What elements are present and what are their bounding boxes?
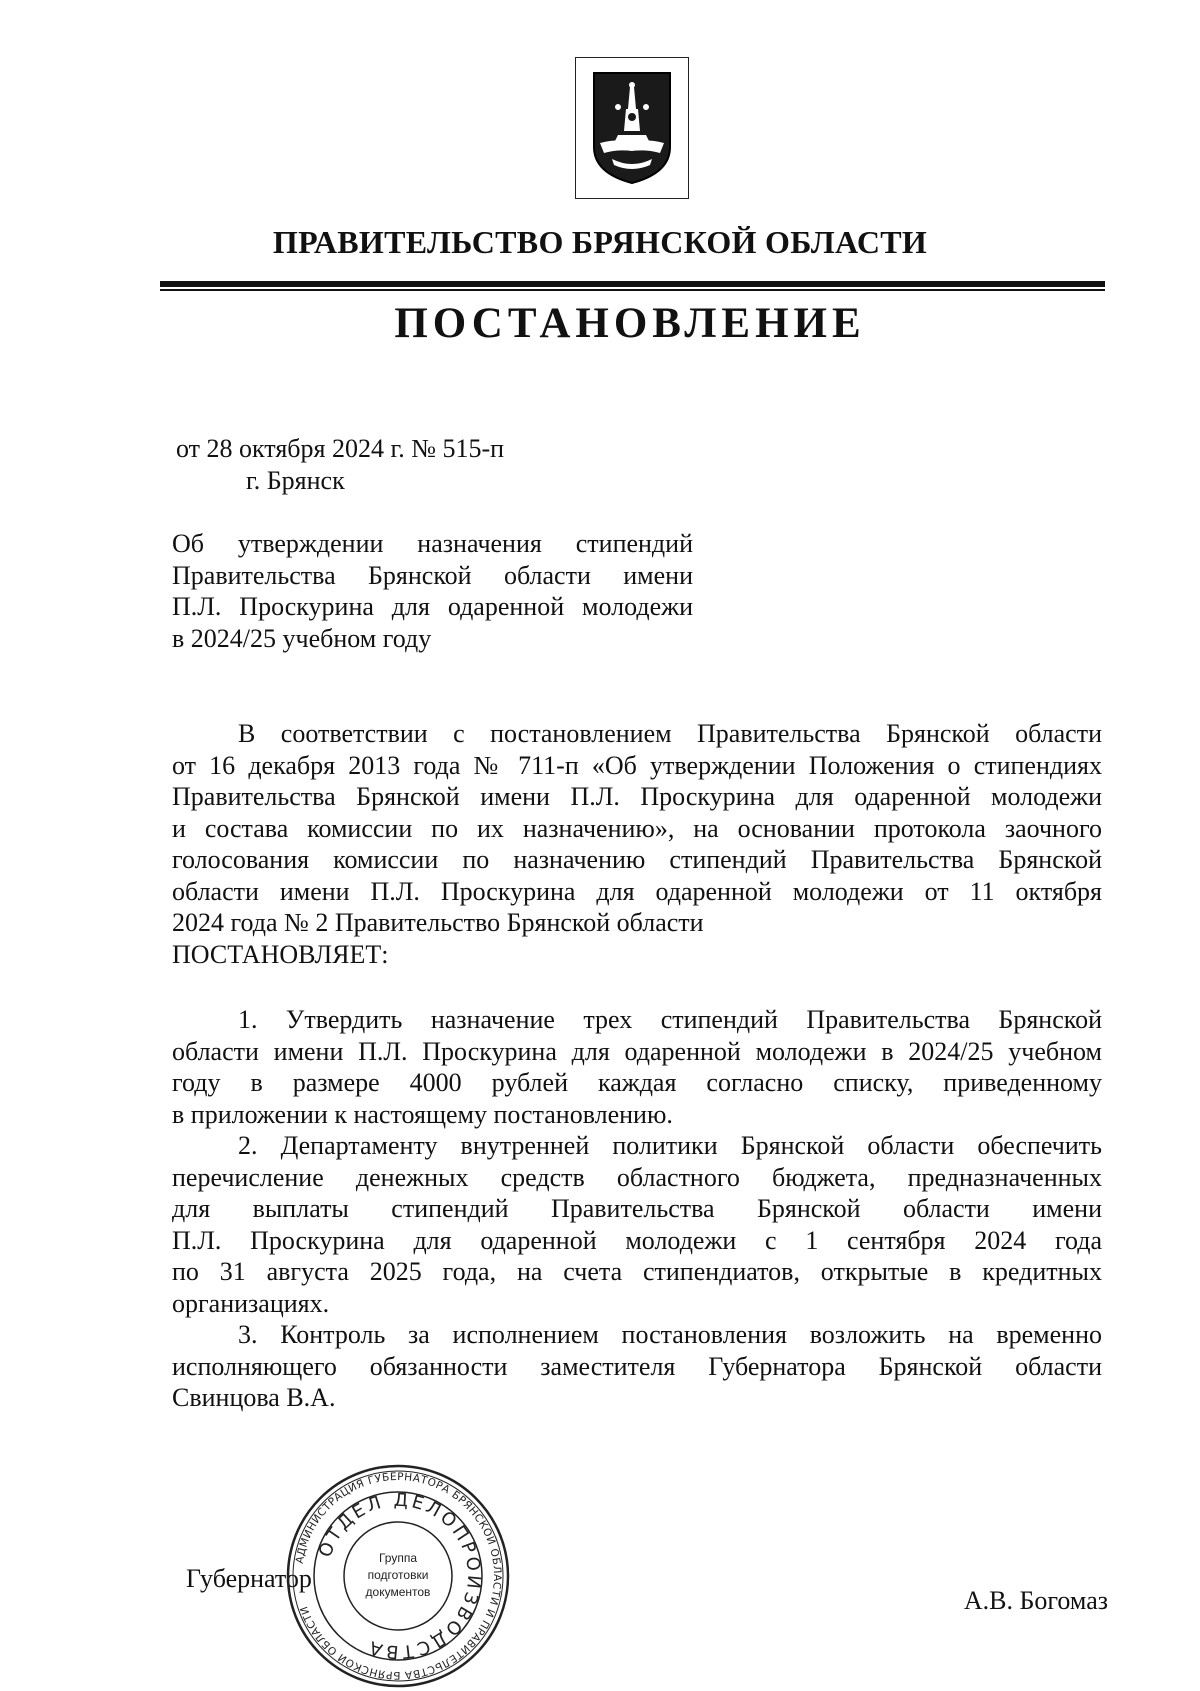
subject-line: Об утверждении назначения стипендий <box>172 529 693 558</box>
preamble-line: голосования комиссии по назначению стипендий Правительства Брянской <box>172 845 1102 874</box>
header-rule-thin <box>160 289 1105 291</box>
stamp-inner-text: ОТДЕЛ ДЕЛОПРОИЗВОДСТВА <box>314 1489 485 1663</box>
item-2-line: П.Л. Проскурина для одаренной молодежи с 1 сентября 2024 года <box>172 1225 1102 1255</box>
bryansk-coat-of-arms-icon <box>590 69 674 187</box>
item-3-line: Свинцова В.А. <box>172 1383 336 1412</box>
stamp-outer-text: АДМИНИСТРАЦИЯ ГУБЕРНАТОРА БРЯНСКОЙ ОБЛАСТИ И ПРАВИТЕЛЬСТВА БРЯНСКОЙ ОБЛАСТИ <box>293 1470 504 1682</box>
item-2-line: по 31 августа 2025 года, на счета стипендиатов, открытые в кредитных <box>172 1257 1102 1286</box>
subject-line: в 2024/25 учебном году <box>172 623 432 653</box>
item-2-line: 2. Департаменту внутренней политики Брянской области обеспечить <box>238 1131 1102 1160</box>
preamble-line: Правительства Брянской имени П.Л. Проскурина для одаренной молодежи <box>172 782 1102 811</box>
document-type-title: ПОСТАНОВЛЕНИЕ <box>394 300 866 347</box>
decree-word: ПОСТАНОВЛЯЕТ: <box>172 939 389 969</box>
item-1-line: 1. Утвердить назначение трех стипендий Правительства Брянской <box>238 1005 1102 1034</box>
item-2-line: перечисление денежных средств областного бюджета, предназначенных <box>172 1162 1102 1192</box>
document-city: г. Брянск <box>246 466 345 495</box>
signatory-position: Губернатор <box>186 1564 312 1593</box>
coat-of-arms-frame <box>575 57 689 199</box>
item-1-line: в приложении к настоящему постановлению. <box>172 1099 673 1129</box>
signatory-name: А.В. Богомаз <box>963 1586 1108 1615</box>
preamble-line: 2024 года № 2 Правительство Брянской области <box>172 908 704 937</box>
header-rule-thick <box>160 281 1105 287</box>
preamble-line: В соответствии с постановлением Правительства Брянской области <box>238 719 1102 748</box>
subject-line: П.Л. Проскурина для одаренной молодежи <box>172 592 693 621</box>
official-seal-stamp <box>283 1461 513 1691</box>
stamp-center-line: документов <box>365 1585 431 1599</box>
item-1-line: году в размере 4000 рублей каждая согласно списку, приведенному <box>172 1068 1102 1097</box>
item-2-line: для выплаты стипендий Правительства Брянской области имени <box>172 1194 1102 1223</box>
decree-items <box>172 1004 1102 1414</box>
document-date-number: от 28 октября 2024 г. № 515-п <box>176 434 505 463</box>
document-subject <box>172 528 693 654</box>
preamble-line: и состава комиссии по их назначению», на основании протокола заочного <box>172 813 1102 843</box>
item-3-line: исполняющего обязанности заместителя Губернатора Брянской области <box>172 1351 1102 1381</box>
item-3-line: 3. Контроль за исполнением постановления возложить на временно <box>238 1320 1102 1349</box>
subject-line: Правительства Брянской области имени <box>172 560 693 590</box>
preamble-line: области имени П.Л. Проскурина для одаренной молодежи от 11 октября <box>172 876 1102 906</box>
item-2-line: организациях. <box>172 1288 330 1318</box>
government-title: ПРАВИТЕЛЬСТВО БРЯНСКОЙ ОБЛАСТИ <box>272 224 928 260</box>
item-1-line: области имени П.Л. Проскурина для одаренной молодежи в 2024/25 учебном <box>172 1036 1102 1066</box>
preamble <box>172 718 1102 970</box>
preamble-line: от 16 декабря 2013 года № 711-п «Об утверждении Положения о стипендиях <box>172 750 1102 780</box>
stamp-center-line: подготовки <box>367 1568 429 1582</box>
stamp-center-line: Группа <box>378 1551 418 1565</box>
